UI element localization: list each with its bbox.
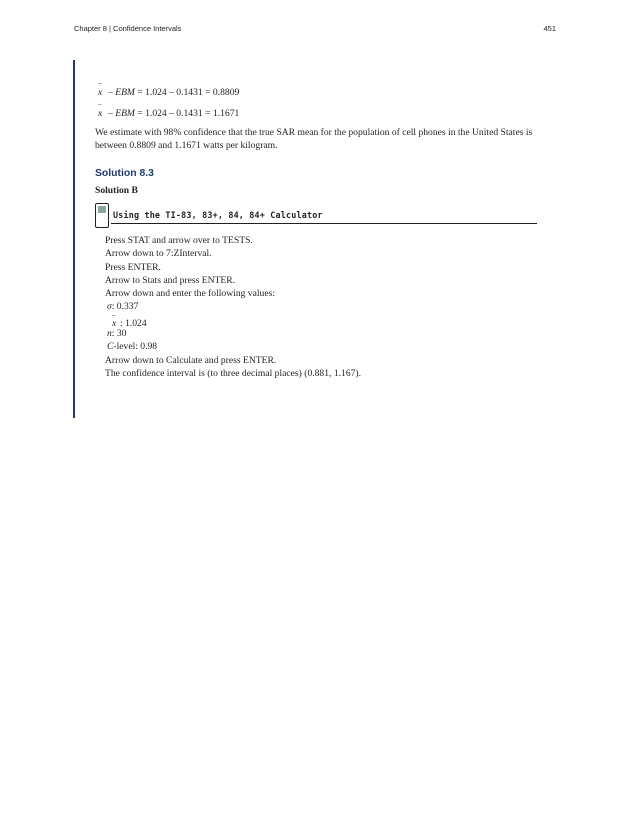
solution-subheading: Solution B — [95, 184, 138, 196]
xbar-overline: – — [98, 79, 102, 87]
step-item: Arrow down to Calculate and press ENTER. — [105, 354, 277, 366]
equation-lower-bound — [98, 80, 540, 98]
xbar-value: – x : 1.024 — [112, 310, 147, 329]
calculator-section-header — [95, 203, 540, 229]
n-value: n: 30 — [107, 328, 127, 340]
sidebar-rule — [73, 60, 75, 418]
equation-expression: – EBM = 1.024 – 0.1431 = 0.8809 — [108, 87, 240, 98]
xbar-symbol: x — [98, 108, 103, 119]
page-header — [74, 24, 556, 36]
calculator-steps — [105, 235, 540, 381]
calculator-divider — [111, 223, 537, 224]
step-item: Arrow to Stats and press ENTER. — [105, 274, 236, 286]
xbar-symbol: x — [98, 87, 103, 98]
step-item: The confidence interval is (to three decimal places) (0.881, 1.167). — [105, 367, 362, 379]
chapter-title: Chapter 8 | Confidence Intervals — [74, 24, 182, 33]
page-number: 451 — [543, 24, 556, 33]
step-item: Press ENTER. — [105, 261, 161, 273]
calculator-icon — [95, 203, 109, 228]
conclusion-paragraph: We estimate with 98% confidence that the true SAR mean for the population of cell phones in the United States is between 0.8809 and 1.1671 watts per kilogram. — [95, 127, 533, 151]
xbar-overline: – — [98, 100, 102, 108]
solution-heading: Solution 8.3 — [95, 168, 154, 179]
sigma-value: σ: 0.337 — [107, 301, 139, 313]
step-item: Arrow down and enter the following values: — [105, 288, 275, 300]
step-item: Press STAT and arrow over to TESTS. — [105, 235, 253, 246]
c-level-value: C-level: 0.98 — [107, 341, 158, 353]
page-content — [95, 80, 540, 381]
equation-expression: – EBM = 1.024 – 0.1431 = 1.1671 — [108, 108, 240, 119]
step-item: Arrow down to 7:ZInterval. — [105, 248, 212, 260]
equation-upper-bound — [98, 101, 540, 119]
calculator-title: Using the TI-83, 83+, 84, 84+ Calculator — [113, 210, 323, 220]
